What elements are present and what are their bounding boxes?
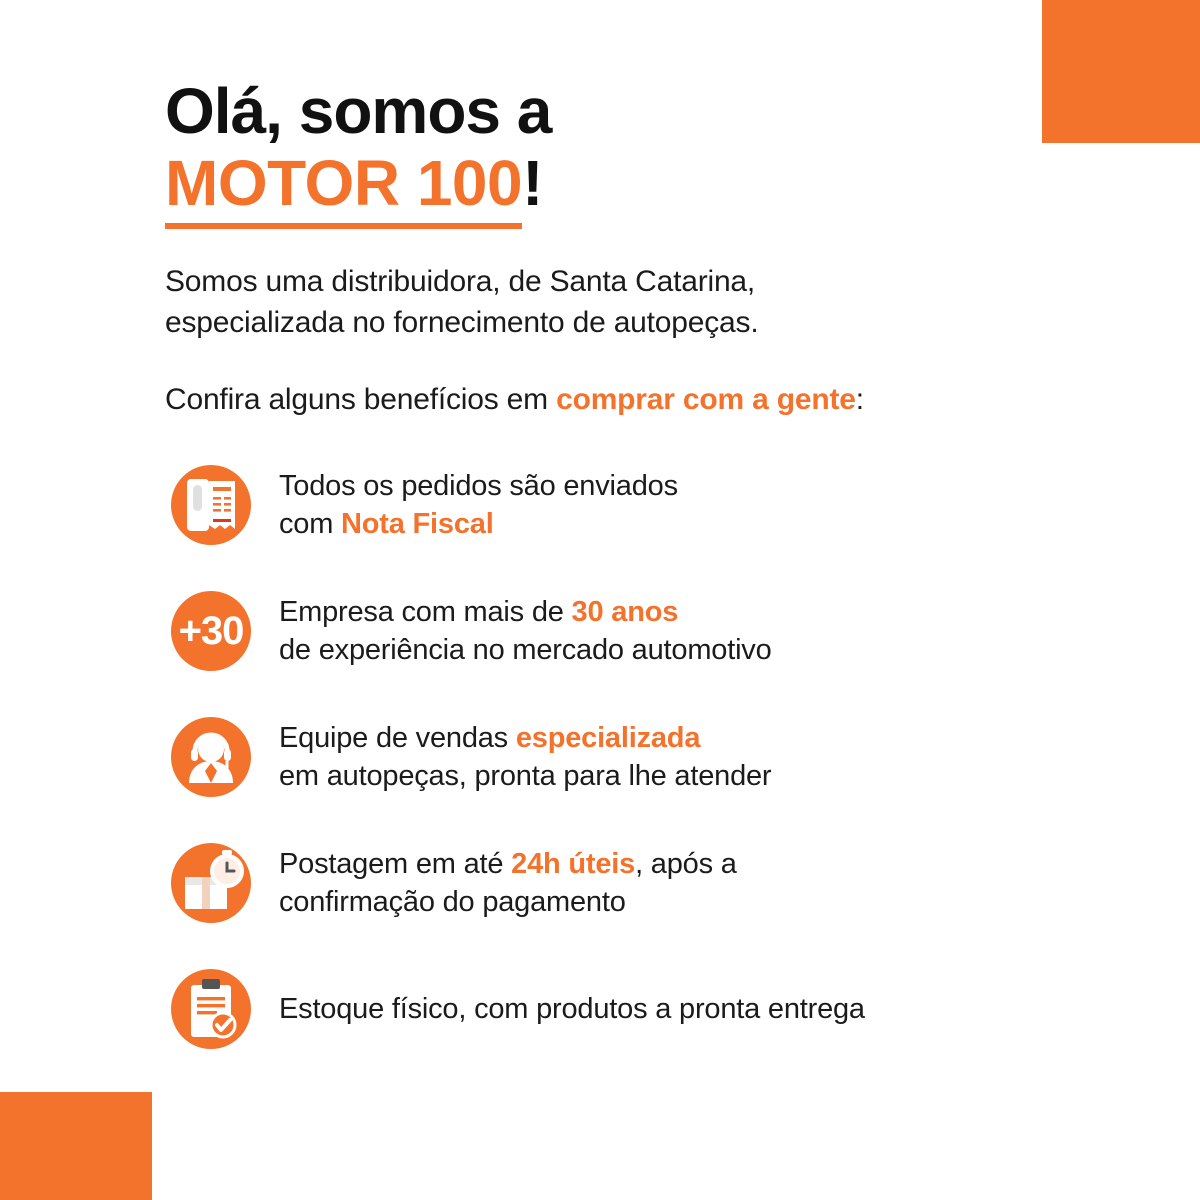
benefit-3-highlight: especializada xyxy=(515,721,701,754)
headline-line-1: Olá, somos a xyxy=(165,75,552,147)
list-item xyxy=(165,585,1065,677)
benefits-lead-prefix: Confira alguns benefícios em xyxy=(165,383,557,417)
list-item xyxy=(165,711,1065,803)
benefit-2-highlight: 30 anos xyxy=(571,595,679,628)
benefit-4-highlight: 24h úteis xyxy=(511,847,636,880)
benefit-1-line-1: Todos os pedidos são enviados xyxy=(279,469,678,502)
headline-line-2 xyxy=(165,148,1065,218)
list-item-text xyxy=(279,990,865,1028)
intro-paragraph xyxy=(165,262,1065,343)
benefit-4-line-2: confirmação do pagamento xyxy=(279,886,626,919)
brand-exclamation: ! xyxy=(522,146,543,219)
brand-name: MOTOR 100 xyxy=(165,147,522,229)
list-item-text xyxy=(279,467,678,544)
list-item-text xyxy=(279,845,737,922)
benefits-lead-accent: comprar com a gente xyxy=(556,383,856,417)
benefit-2-line-1-prefix: Empresa com mais de xyxy=(279,595,572,628)
clipboard-check-icon xyxy=(165,963,257,1055)
bottom-left-accent-square xyxy=(0,1092,152,1200)
benefits-list xyxy=(165,459,1065,1055)
list-item xyxy=(165,459,1065,551)
headset-agent-icon xyxy=(165,711,257,803)
benefit-3-line-2: em autopeças, pronta para lhe atender xyxy=(279,760,772,793)
badge-label: +30 xyxy=(178,608,244,653)
main-content xyxy=(165,75,1065,1055)
benefit-4-line-1-suffix: , após a xyxy=(635,847,737,880)
benefit-4-line-1-prefix: Postagem em até xyxy=(279,847,512,880)
list-item xyxy=(165,963,1065,1055)
list-item-text xyxy=(279,719,771,796)
benefits-lead-suffix: : xyxy=(855,383,864,417)
intro-line-1: Somos uma distribuidora, de Santa Catarina, xyxy=(165,265,756,299)
list-item xyxy=(165,837,1065,929)
benefit-1-line-2-prefix: com xyxy=(279,508,342,541)
list-item-text xyxy=(279,593,772,670)
benefit-2-line-2: de experiência no mercado automotivo xyxy=(279,634,772,667)
receipt-icon xyxy=(165,459,257,551)
benefit-5-line-1: Estoque físico, com produtos a pronta entrega xyxy=(279,993,865,1026)
intro-line-2: especializada no fornecimento de autopeças. xyxy=(165,305,759,339)
package-stopwatch-icon xyxy=(165,837,257,929)
benefits-lead xyxy=(165,383,1065,417)
plus-thirty-badge xyxy=(165,585,257,677)
top-right-accent-square xyxy=(1042,0,1200,143)
benefit-1-highlight: Nota Fiscal xyxy=(341,508,494,541)
benefit-3-line-1-prefix: Equipe de vendas xyxy=(279,721,516,754)
page-title xyxy=(165,75,1065,147)
